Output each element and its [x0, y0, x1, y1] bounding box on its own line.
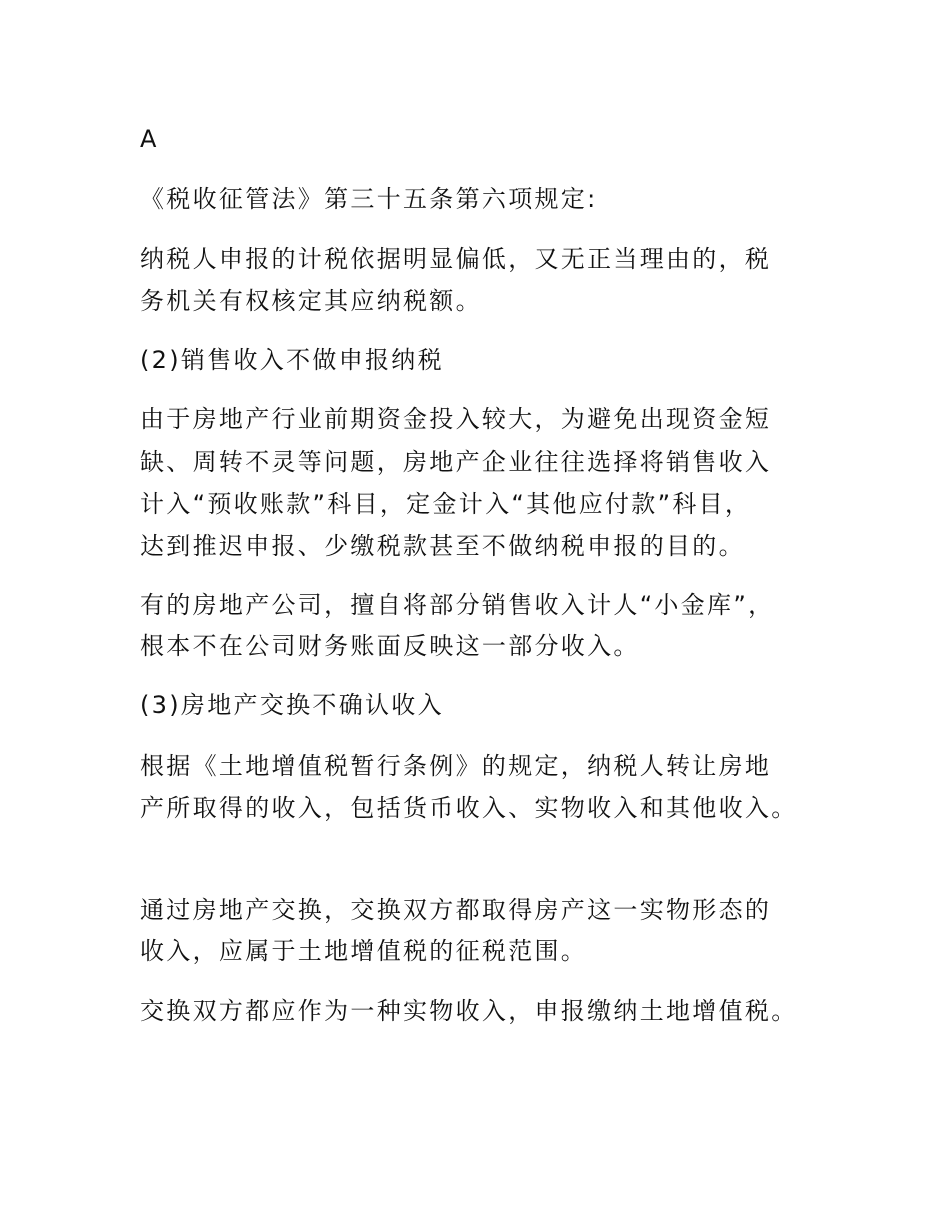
document-heading: A: [140, 125, 159, 153]
paragraph-line: 收入，应属于土地增值税的征税范围。: [140, 937, 588, 965]
paragraph-line: 通过房地产交换，交换双方都取得房产这一实物形态的: [140, 896, 772, 924]
paragraph-line: 根据《土地增值税暂行条例》的规定，纳税人转让房地: [140, 752, 772, 780]
paragraph-line: 有的房地产公司，擅自将部分销售收入计人“小金库”，: [140, 591, 775, 619]
paragraph-line: 交换双方都应作为一种实物收入，申报缴纳土地增值税。: [140, 997, 798, 1025]
section-heading: (3)房地产交换不确认收入: [140, 691, 444, 719]
paragraph-line: 根本不在公司财务账面反映这一部分收入。: [140, 632, 640, 660]
section-heading: (2)销售收入不做申报纳税: [140, 346, 444, 374]
paragraph-line: 达到推迟申报、少缴税款甚至不做纳税申报的目的。: [140, 532, 745, 560]
paragraph-line: 《税收征管法》第三十五条第六项规定:: [140, 185, 598, 213]
paragraph-line: 缺、周转不灵等问题，房地产企业往往选择将销售收入: [140, 448, 772, 476]
paragraph-line: 纳税人申报的计税依据明显偏低，又无正当理由的，税: [140, 245, 772, 273]
paragraph-line: 务机关有权核定其应纳税额。: [140, 287, 482, 315]
paragraph-line: 由于房地产行业前期资金投入较大，为避免出现资金短: [140, 405, 772, 433]
paragraph-line: 产所取得的收入，包括货币收入、实物收入和其他收入。: [140, 794, 798, 822]
paragraph-line: 计入“预收账款”科目，定金计入“其他应付款”科目，: [140, 490, 752, 518]
